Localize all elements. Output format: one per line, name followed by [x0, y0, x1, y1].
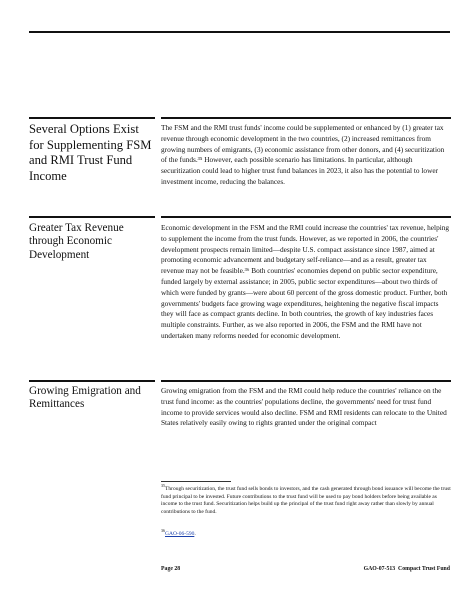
section-1-heading-rule: [29, 117, 155, 119]
top-rule: [29, 31, 450, 33]
report-id: GAO-07-513 Compact Trust Fund: [363, 566, 450, 572]
section-2-body-rule: [161, 216, 451, 218]
footnote-rule: [161, 481, 231, 482]
section-heading: Growing Emigration and Remittances: [29, 385, 141, 411]
footnote-number: 35: [161, 483, 165, 489]
section-3-heading-rule: [29, 380, 155, 382]
section-body: The FSM and the RMI trust funds' income could be supplemented or enhanced by (1) greater tax revenue through economic development in the two countries, (2) increased remittances from growing numbers of emigrants, (3) economic assistance from other donors, and (4) securitization of the funds.³⁵ However, each possible scenario has limitations. In particular, although securitization could lead to higher trust fund balances in 2023, it also has the potential to lower investment income, reducing the balances.: [161, 123, 445, 186]
footnote-text: Through securitization, the trust fund sells bonds to investors, and the cash generated through bond issuance will become the trust fund principal to be invested. Future contributions to the trust fund will be used to pay bond holders before being available as income to the trust fund. Securitization helps build up the principal of the trust fund right away rather than slowly by annual contributions to the fund.: [161, 486, 451, 516]
footnote-36: [161, 528, 451, 539]
section-2-heading-rule: [29, 216, 155, 218]
section-heading: Greater Tax Revenue through Economic Development: [29, 222, 124, 261]
section-heading: Several Options Exist for Supplementing FSM and RMI Trust Fund Income: [29, 122, 152, 183]
footnote-number: 36: [161, 528, 165, 534]
footnote-suffix: .: [194, 531, 196, 537]
page-number: Page 28: [161, 566, 181, 572]
report-link[interactable]: GAO-06-590: [165, 531, 195, 537]
section-3-body-rule: [161, 380, 451, 382]
section-body: Economic development in the FSM and the RMI could increase the countries' tax revenue, helping to supplement the income from the trust funds. However, as we reported in 2006, the countries' development prospects remain limited—despite U.S. compact assistance since 1987, aimed at promoting economic advancement and budgetary self-reliance—and as a result, greater tax revenue may not be feasible.³⁶ Both countries' economies depend on public sector expenditure, funded largely by external assistance; in 2005, public sector expenditures—about two thirds of which were funded by grants—were about 60 percent of the gross domestic product. Further, both governments' budgets face growing wage expenditures, heightening the negative fiscal impacts they will face as compact grants decline. In both countries, the growth of key industries faces multiple constraints. Further, as we also reported in 2006, the FSM and the RMI have not undertaken many reforms needed for economic development.: [161, 223, 450, 340]
section-body: Growing emigration from the FSM and the RMI could help reduce the countries' reliance on the trust fund income: as the countries' populations decline, the governments' need for trust fund income to provide services would also decline. FSM and RMI residents can relocate to the United States relatively easily owing to rights granted under the original compact: [161, 386, 447, 428]
footnote-35: [161, 483, 451, 517]
section-1-body-rule: [161, 117, 451, 119]
